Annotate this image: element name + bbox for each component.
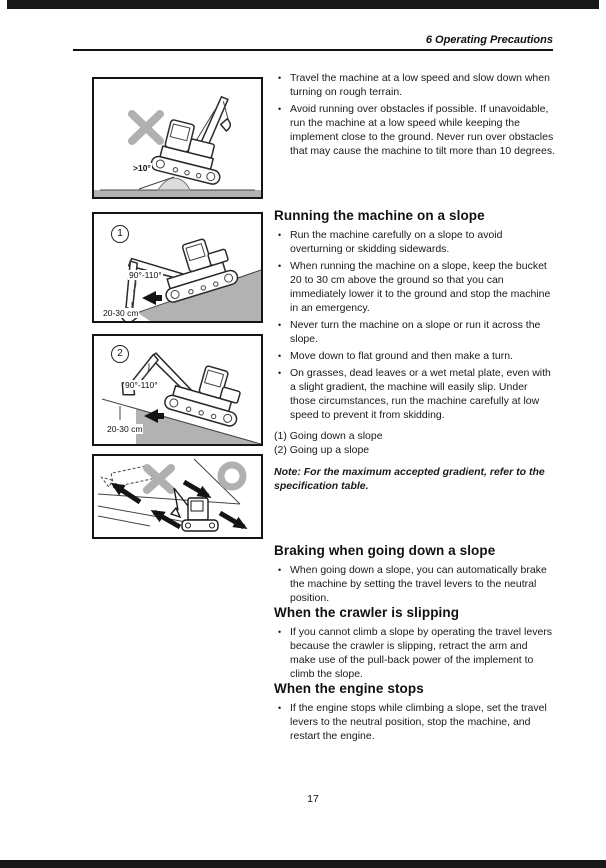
bullet-item [274, 366, 555, 422]
uphill-arrow-icon [114, 485, 140, 502]
bullet-marker: • [278, 73, 282, 83]
bucket-height-label: 20-30 cm [103, 308, 139, 318]
slope-crest-line [98, 494, 240, 504]
figure-number-badge: 1 [111, 225, 129, 243]
figure-going-down-slope [92, 212, 263, 323]
bullet-marker: • [278, 261, 282, 271]
bullet-text: If you cannot climb a slope by operating the travel levers because the crawler is slipping, retract the arm and make use of the pull-back power of the implement to climb the slope. [290, 626, 553, 680]
bullet-item [274, 349, 555, 363]
bullet-item [274, 259, 555, 315]
figure-legend-item: (2) Going up a slope [274, 444, 370, 456]
bullet-item [274, 228, 555, 256]
bucket-shape [171, 508, 180, 517]
bullet-marker: • [278, 368, 282, 378]
boom-angle-label: 90°-110° [129, 270, 162, 280]
bullet-marker: • [278, 627, 282, 637]
excavator-illustration [150, 84, 239, 185]
x-mark-icon [132, 114, 160, 141]
bucket-height-label: 20-30 cm [107, 424, 143, 434]
ground-shape [94, 190, 261, 197]
bullet-text: When going down a slope, you can automatically brake the machine by setting the travel levers to the neutral position. [290, 564, 547, 604]
bullet-marker: • [278, 565, 282, 575]
figure-going-up-slope [92, 334, 263, 446]
bullet-text: Never turn the machine on a slope or run it across the slope. [290, 319, 541, 345]
bullet-marker: • [278, 104, 282, 114]
engine-hood-shape [208, 249, 229, 266]
bottom-sections [274, 543, 555, 743]
bullet-marker: • [278, 230, 282, 240]
bucket-shape [219, 118, 231, 132]
bullet-item [274, 563, 555, 605]
travel-direction-arrow-icon [142, 291, 162, 305]
bullet-text: Run the machine carefully on a slope to avoid overturning or skidding sidewards. [290, 229, 503, 255]
section-running-on-slope [274, 208, 555, 493]
bullet-marker: • [278, 703, 282, 713]
obstacle-mound-shape [158, 178, 190, 190]
bullet-text: Travel the machine at a low speed and slow down when turning on rough terrain. [290, 72, 550, 98]
gradient-note: Note: For the maximum accepted gradient, refer to the specification table. [274, 466, 545, 492]
downhill-arrow-icon [184, 482, 208, 496]
boom-angle-label: 90°-110° [125, 380, 158, 390]
page-bottom-edge [0, 860, 606, 868]
page-number: 17 [307, 793, 319, 805]
boom-shape [174, 488, 188, 510]
slope-edge-line [98, 516, 150, 526]
bullet-marker: • [278, 351, 282, 361]
o-mark-icon [221, 465, 243, 487]
track-shape [182, 520, 218, 531]
bullet-marker: • [278, 320, 282, 330]
bullet-item [274, 701, 555, 743]
figure-no-turning-on-slope [92, 454, 263, 539]
slope-turning-illustration [94, 456, 261, 537]
figure-tilt-warning [92, 77, 263, 199]
figure-number-badge: 2 [111, 345, 129, 363]
bullet-text: On grasses, dead leaves or a wet metal plate, even with a slight gradient, the machine will easily slip. Under those circumstances, run the machine carefully at low speed to prevent it from skidding. [290, 367, 551, 421]
downhill-arrow-icon [220, 513, 244, 527]
intro-bullet-list [274, 71, 555, 158]
header-rule [73, 49, 553, 51]
bullet-text: When running the machine on a slope, keep the bucket 20 to 30 cm above the ground so that you can immediately lower it to the ground and stop the machine in an emergency. [290, 260, 551, 314]
section-heading: Braking when going down a slope [274, 543, 496, 558]
bullet-text: Move down to flat ground and then make a turn. [290, 350, 513, 362]
bullet-text: Avoid running over obstacles if possible. If unavoidable, run the machine at a low speed while keeping the implement close to the ground. Never run over obstacles that may cause the machine to tilt more than 10 degrees. [290, 103, 555, 157]
bullet-item [274, 71, 555, 99]
section-heading: Running the machine on a slope [274, 208, 485, 223]
header-section-title: 6 Operating Precautions [425, 34, 553, 46]
section-heading: When the engine stops [274, 681, 424, 696]
bullet-item [274, 318, 555, 346]
bullet-item [274, 102, 555, 158]
tilt-angle-label: >10° [133, 163, 151, 173]
bullet-text: If the engine stops while climbing a slope, set the travel levers to the neutral position, stop the machine, and restart the engine. [290, 702, 547, 742]
bullet-item [274, 625, 555, 681]
page-top-edge [7, 0, 599, 9]
tilt-warning-illustration [94, 79, 261, 197]
section-heading: When the crawler is slipping [274, 605, 460, 620]
figure-legend-item: (1) Going down a slope [274, 430, 383, 442]
